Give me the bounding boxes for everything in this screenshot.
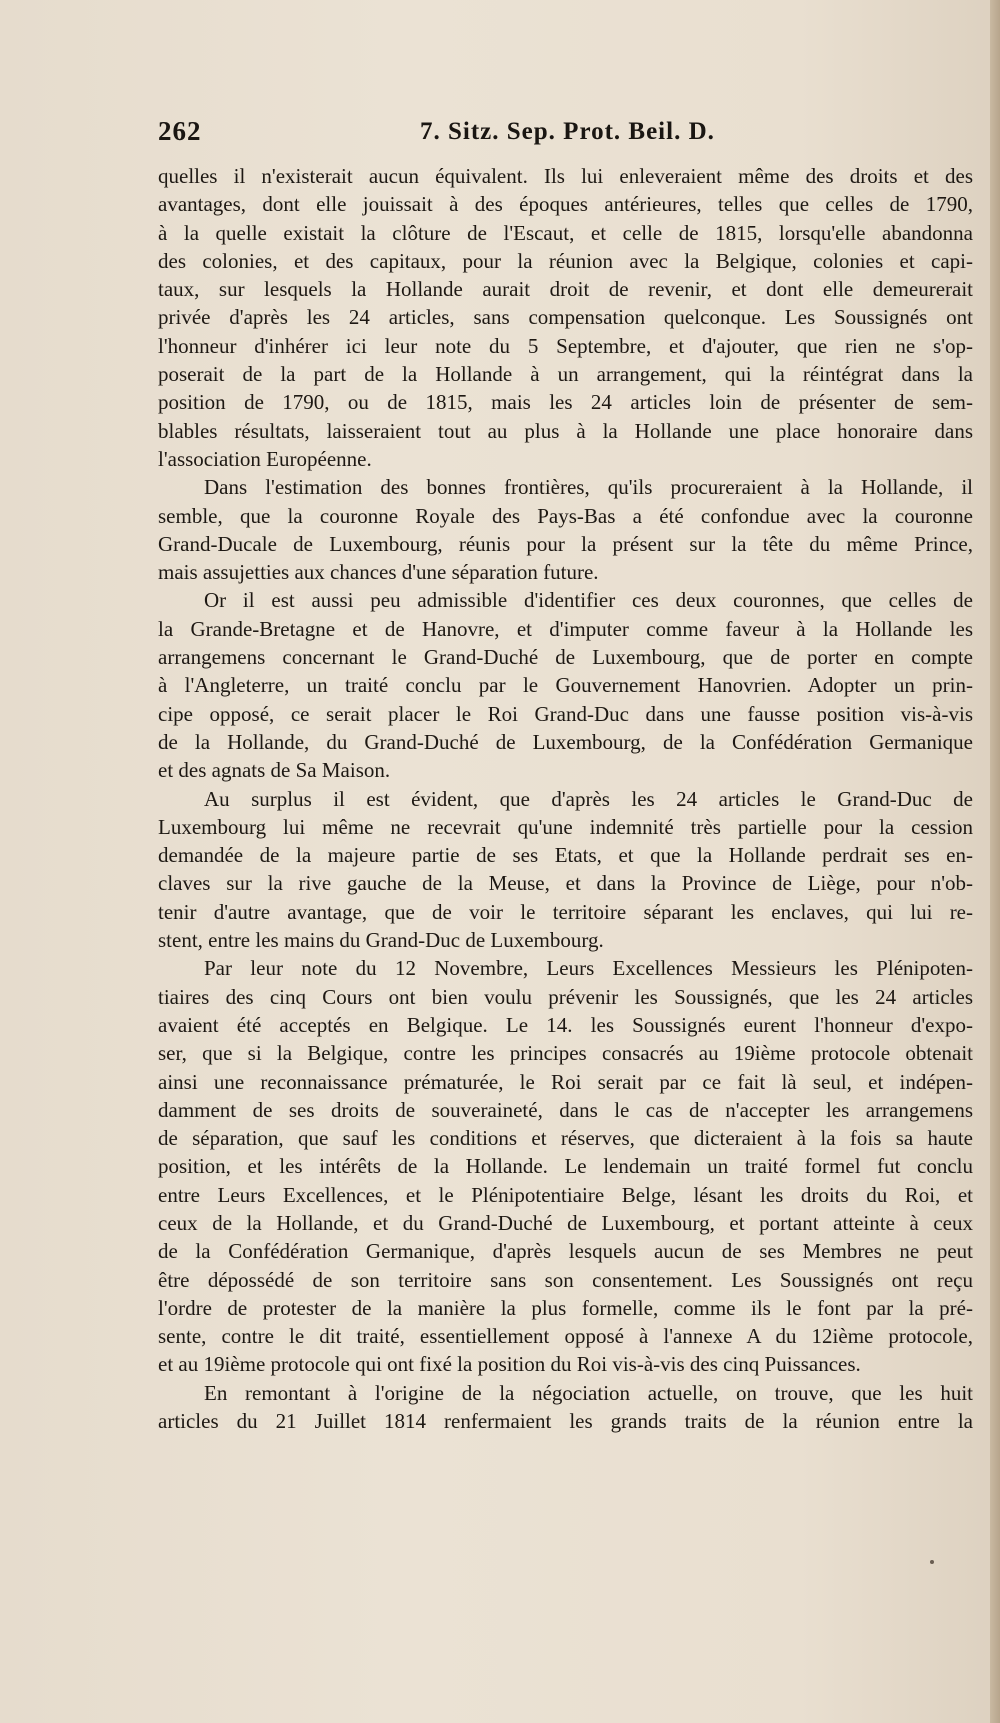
text-line: mais assujetties aux chances d'une séparation future.	[158, 560, 599, 585]
text-line: stent, entre les mains du Grand-Duc de Luxembourg.	[158, 928, 604, 953]
text-line: Par leur note du 12 Novembre, Leurs Excellences Messieurs les Plénipoten-	[204, 956, 973, 981]
page-edge-shadow	[990, 0, 1000, 1723]
ink-speck	[930, 1560, 934, 1564]
page-header	[158, 116, 958, 160]
text-line: Luxembourg lui même ne recevrait qu'une indemnité très partielle pour la cession	[158, 814, 973, 839]
text-line: des colonies, et des capitaux, pour la réunion avec la Belgique, colonies et capi-	[158, 248, 973, 273]
text-line: En remontant à l'origine de la négociation actuelle, on trouve, que les huit	[204, 1380, 973, 1405]
text-line: tiaires des cinq Cours ont bien voulu prévenir les Soussignés, que les 24 articles	[158, 984, 973, 1009]
text-line: cipe opposé, ce serait placer le Roi Grand-Duc dans une fausse position vis-à-vis	[158, 701, 973, 726]
text-line: claves sur la rive gauche de la Meuse, et dans la Province de Liège, pour n'ob-	[158, 871, 973, 896]
text-line: être dépossédé de son territoire sans son consentement. Les Soussignés ont reçu	[158, 1267, 973, 1292]
text-line: l'honneur d'inhérer ici leur note du 5 Septembre, et d'ajouter, que rien ne s'op-	[158, 333, 973, 358]
text-line: demandée de la majeure partie de ses Etats, et que la Hollande perdrait ses en-	[158, 843, 973, 868]
text-line: semble, que la couronne Royale des Pays-Bas a été confondue avec la couronne	[158, 503, 973, 528]
text-line: entre Leurs Excellences, et le Plénipotentiaire Belge, lésant les droits du Roi, et	[158, 1182, 973, 1207]
text-line: la Grande-Bretagne et de Hanovre, et d'imputer comme faveur à la Hollande les	[158, 616, 973, 641]
text-line: à la quelle existait la clôture de l'Escaut, et celle de 1815, lorsqu'elle abandonna	[158, 220, 973, 245]
text-line: tenir d'autre avantage, que de voir le territoire séparant les enclaves, qui lui re-	[158, 899, 973, 924]
text-line: à l'Angleterre, un traité conclu par le Gouvernement Hanovrien. Adopter un prin-	[158, 673, 973, 698]
text-line: arrangemens concernant le Grand-Duché de Luxembourg, que de porter en compte	[158, 645, 973, 670]
text-line: ainsi une reconnaissance prématurée, le Roi serait par ce fait là seul, et indépen-	[158, 1069, 973, 1094]
text-line: l'association Européenne.	[158, 446, 372, 471]
text-line: position, et les intérêts de la Hollande. Le lendemain un traité formel fut conclu	[158, 1154, 973, 1179]
text-line: l'ordre de protester de la manière la plus formelle, comme ils le font par la pré-	[158, 1295, 973, 1320]
text-line: avaient été acceptés en Belgique. Le 14. les Soussignés eurent l'honneur d'expo-	[158, 1012, 973, 1037]
text-line: de séparation, que sauf les conditions et réserves, que dicteraient à la fois sa haute	[158, 1126, 973, 1151]
text-line: quelles il n'existerait aucun équivalent. Ils lui enleveraient même des droits et des	[158, 164, 973, 188]
running-head: 7. Sitz. Sep. Prot. Beil. D.	[420, 118, 715, 145]
text-line: damment de ses droits de souveraineté, dans le cas de n'accepter les arrangemens	[158, 1097, 973, 1122]
text-line: ser, que si la Belgique, contre les principes consacrés au 19ième protocole obtenait	[158, 1041, 973, 1066]
body-text	[158, 162, 973, 1435]
text-line: privée d'après les 24 articles, sans compensation quelconque. Les Soussignés ont	[158, 305, 973, 330]
text-line: avantages, dont elle jouissait à des époques antérieures, telles que celles de 1790,	[158, 192, 973, 217]
text-line: sente, contre le dit traité, essentiellement opposé à l'annexe A du 12ième protocole,	[158, 1324, 973, 1349]
text-line: Grand-Ducale de Luxembourg, réunis pour la présent sur la tête du même Prince,	[158, 531, 973, 556]
text-line: articles du 21 Juillet 1814 renfermaient les grands traits de la réunion entre la	[158, 1409, 973, 1434]
text-line: Dans l'estimation des bonnes frontières, qu'ils procureraient à la Hollande, il	[204, 475, 973, 500]
text-line: Au surplus il est évident, que d'après les 24 articles le Grand-Duc de	[204, 786, 973, 811]
text-line: position de 1790, ou de 1815, mais les 24 articles loin de présenter de sem-	[158, 390, 973, 415]
text-line: Or il est aussi peu admissible d'identifier ces deux couronnes, que celles de	[204, 588, 973, 613]
text-line: poserait de la part de la Hollande à un arrangement, qui la réintégrat dans la	[158, 362, 973, 387]
text-line: de la Confédération Germanique, d'après lesquels aucun de ses Membres ne peut	[158, 1239, 973, 1264]
page-number: 262	[158, 116, 202, 146]
text-line: taux, sur lesquels la Hollande aurait droit de revenir, et dont elle demeurerait	[158, 277, 973, 302]
text-line: ceux de la Hollande, et du Grand-Duché de Luxembourg, et portant atteinte à ceux	[158, 1210, 973, 1235]
text-line: de la Hollande, du Grand-Duché de Luxembourg, de la Confédération Germanique	[158, 729, 973, 754]
text-line: et au 19ième protocole qui ont fixé la position du Roi vis-à-vis des cinq Puissances.	[158, 1352, 861, 1377]
text-line: blables résultats, laisseraient tout au plus à la Hollande une place honoraire dans	[158, 418, 973, 443]
text-line: et des agnats de Sa Maison.	[158, 758, 391, 783]
